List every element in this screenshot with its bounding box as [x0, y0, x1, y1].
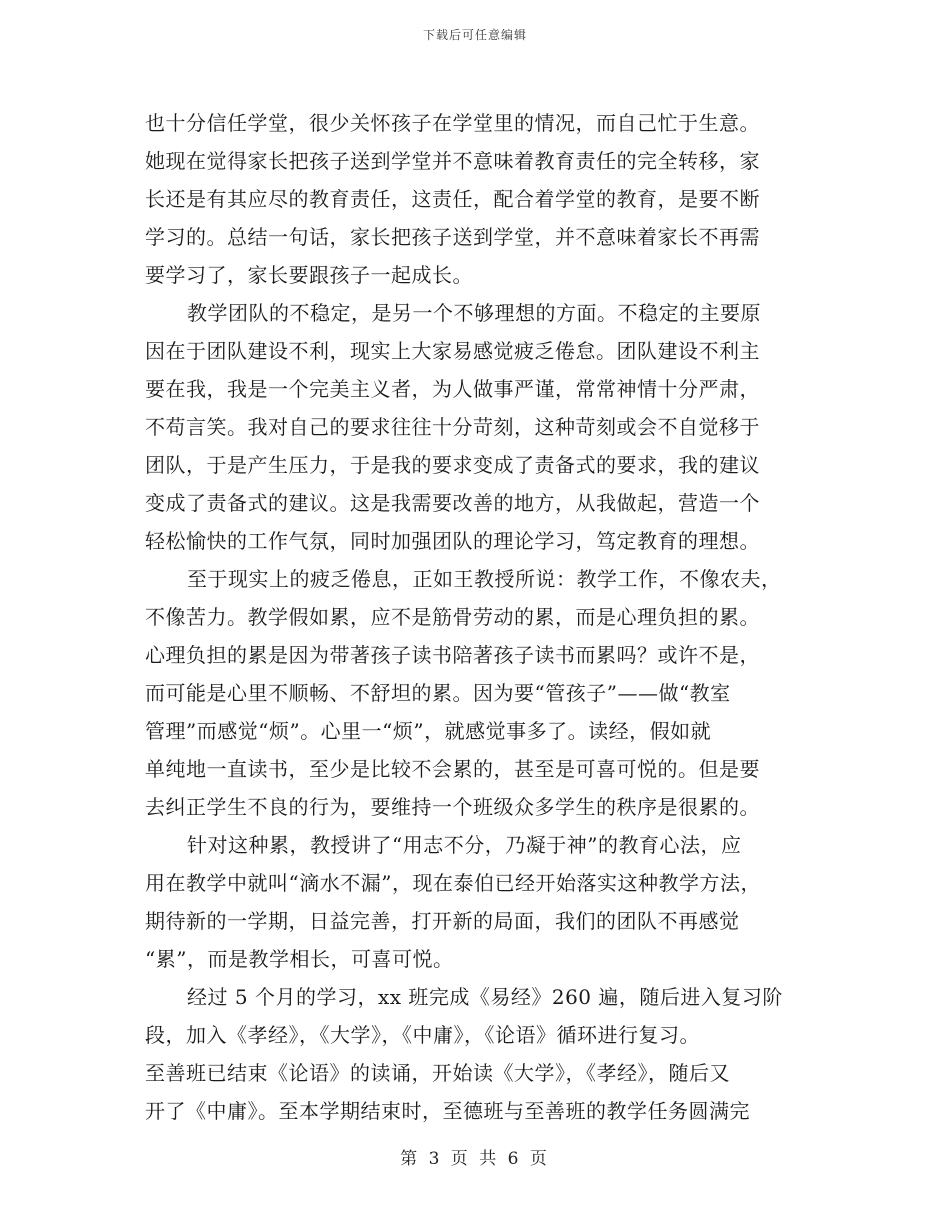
text-line: 去纠正学生不良的行为，要维持一个班级众多学生的秩序是很累的。 — [145, 795, 760, 819]
text-line: 学习的。总结一句话，家长把孩子送到学堂，并不意味着家长不再需 — [145, 225, 760, 249]
text-line: 管理”而感觉“烦”。心里一“烦”，就感觉事多了。读经，假如就 — [145, 719, 712, 743]
text-line: 段，加入《孝经》，《大学》，《中庸》，《论语》循环进行复习。 — [145, 1023, 700, 1047]
text-line: 她现在觉得家长把孩子送到学堂并不意味着教育责任的完全转移，家 — [145, 149, 760, 173]
text-line: 要学习了，家长要跟孩子一起成长。 — [145, 263, 473, 287]
text-line: 心理负担的累是因为带著孩子读书陪著孩子读书而累吗？或许不是， — [145, 643, 760, 667]
text-line: 而可能是心里不顺畅、不舒坦的累。因为要“管孩子”——做“教室 — [145, 681, 731, 705]
text-line: 轻松愉快的工作气氛，同时加强团队的理论学习，笃定教育的理想。 — [145, 529, 760, 553]
document-body — [145, 104, 810, 1130]
text-line: 长还是有其应尽的教育责任，这责任，配合着学堂的教育，是要不断 — [145, 187, 760, 211]
text-line: 要在我，我是一个完美主义者，为人做事严谨，常常神情十分严肃， — [145, 377, 760, 401]
text-line: 也十分信任学堂，很少关怀孩子在学堂里的情况，而自己忙于生意。 — [145, 111, 760, 135]
page-number: 第 3 页 共 6 页 — [400, 1149, 550, 1169]
text-line: 开了《中庸》。至本学期结束时，至德班与至善班的教学任务圆满完 — [145, 1099, 750, 1123]
text-line: 变成了责备式的建议。这是我需要改善的地方，从我做起，营造一个 — [145, 491, 760, 515]
text-line: 因在于团队建设不利，现实上大家易感觉疲乏倦怠。团队建设不利主 — [145, 339, 760, 363]
page-header: 下载后可任意编辑 — [422, 28, 527, 42]
text-line: 团队，于是产生压力，于是我的要求变成了责备式的要求，我的建议 — [145, 453, 760, 477]
text-line: 至于现实上的疲乏倦息，正如王教授所说：教学工作，不像农夫， — [187, 567, 782, 591]
text-line: 用在教学中就叫“滴水不漏”，现在泰伯已经开始落实这种教学方法， — [145, 871, 761, 895]
text-line: 经过 5 个月的学习，xx 班完成《易经》260 遍，随后进入复习阶 — [187, 985, 783, 1009]
text-line: 不像苦力。教学假如累，应不是筋骨劳动的累，而是心理负担的累。 — [145, 605, 760, 629]
text-line: 至善班已结束《论语》的读诵，开始读《大学》，《孝经》，随后又 — [145, 1061, 730, 1085]
text-line: “累”，而是教学相长，可喜可悦。 — [145, 947, 454, 971]
text-line: 不苟言笑。我对自己的要求往往十分苛刻，这种苛刻或会不自觉移于 — [145, 415, 760, 439]
text-line: 期待新的一学期，日益完善，打开新的局面，我们的团队不再感觉 — [145, 909, 740, 933]
text-line: 单纯地一直读书，至少是比较不会累的，甚至是可喜可悦的。但是要 — [145, 757, 760, 781]
text-line: 教学团队的不稳定，是另一个不够理想的方面。不稳定的主要原 — [187, 301, 761, 325]
text-line: 针对这种累，教授讲了“用志不分，乃凝于神”的教育心法，应 — [187, 833, 742, 857]
